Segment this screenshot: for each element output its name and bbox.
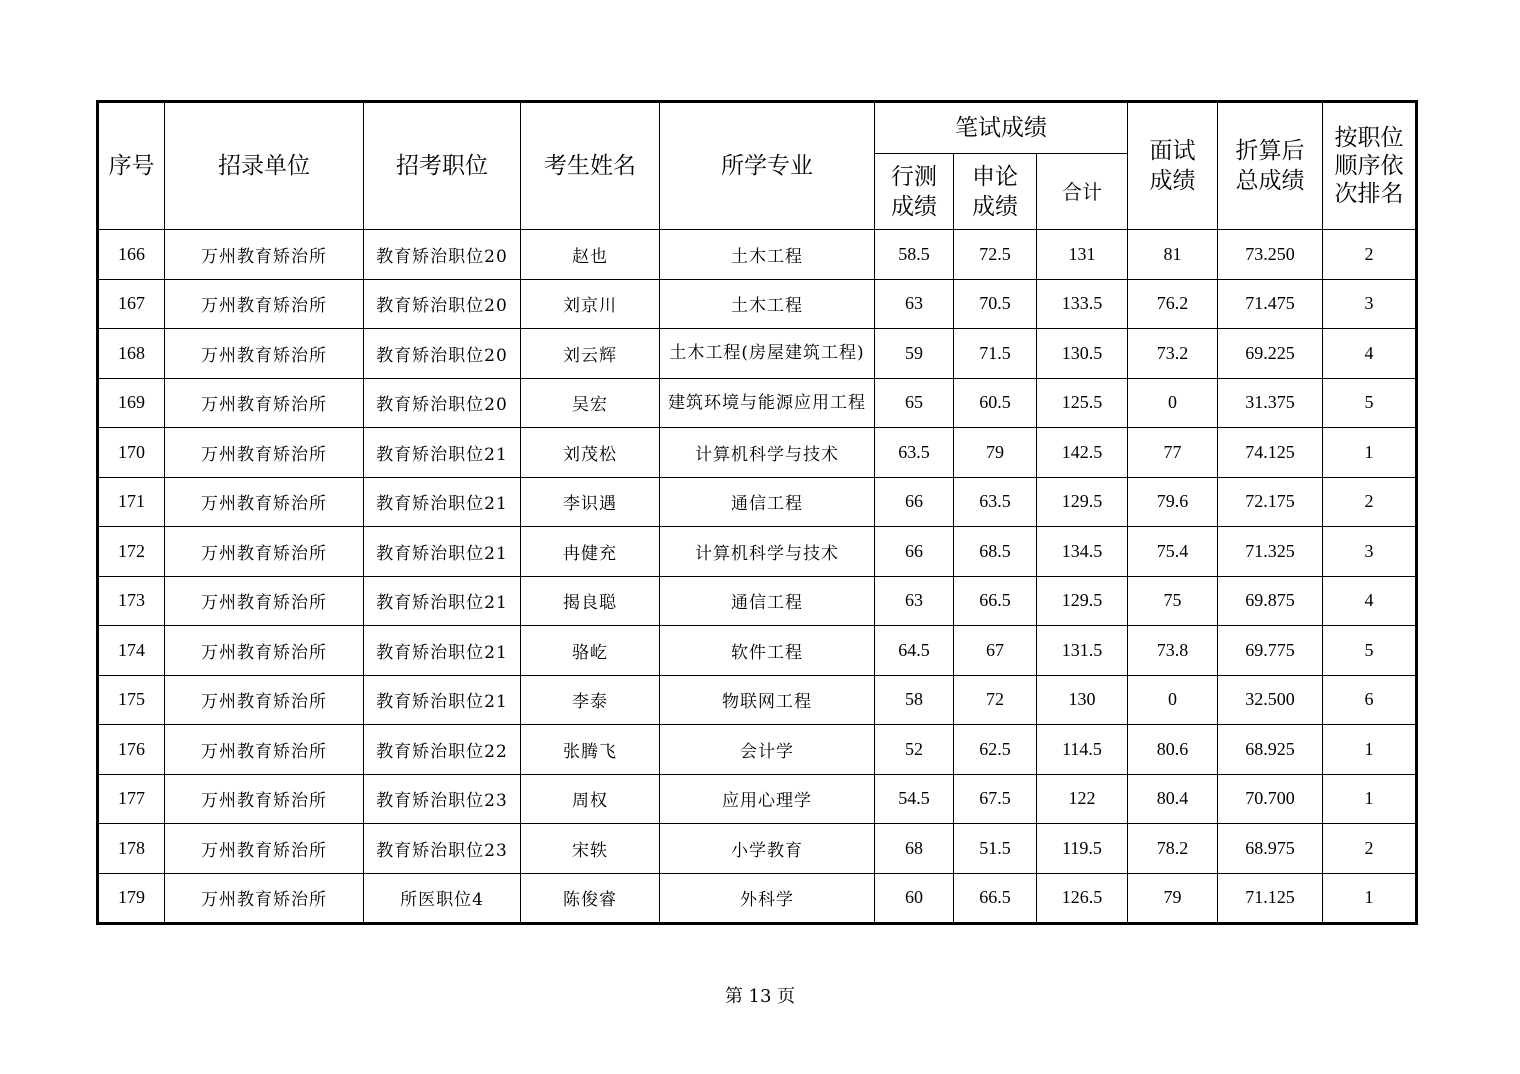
cell-rank: 4	[1323, 329, 1417, 379]
cell-rank: 1	[1323, 428, 1417, 478]
cell-index: 169	[98, 378, 165, 428]
cell-interview: 79.6	[1128, 477, 1218, 527]
header-rank-text: 按职位 顺序依 次排名	[1334, 125, 1404, 207]
cell-position: 教育矫治职位20	[364, 329, 521, 379]
cell-final-score: 31.375	[1218, 378, 1323, 428]
cell-rank: 1	[1323, 873, 1417, 924]
cell-unit: 万州教育矫治所	[165, 378, 364, 428]
table-row	[98, 378, 1417, 428]
cell-written-total: 131.5	[1037, 626, 1128, 676]
cell-written-total: 114.5	[1037, 725, 1128, 775]
table-row	[98, 279, 1417, 329]
cell-final-score: 71.475	[1218, 279, 1323, 329]
cell-aptitude: 59	[875, 329, 954, 379]
cell-essay: 62.5	[954, 725, 1037, 775]
cell-written-total: 142.5	[1037, 428, 1128, 478]
cell-written-total: 126.5	[1037, 873, 1128, 924]
page-number: 第 13 页	[724, 986, 796, 1007]
cell-aptitude: 60	[875, 873, 954, 924]
cell-major: 通信工程	[660, 477, 875, 527]
header-rank	[1323, 102, 1417, 230]
cell-final-score: 68.925	[1218, 725, 1323, 775]
cell-final-score: 73.250	[1218, 230, 1323, 280]
cell-essay: 60.5	[954, 378, 1037, 428]
cell-index: 172	[98, 527, 165, 577]
cell-written-total: 129.5	[1037, 576, 1128, 626]
cell-major: 通信工程	[660, 576, 875, 626]
table-row	[98, 725, 1417, 775]
score-table	[96, 100, 1418, 925]
cell-index: 179	[98, 873, 165, 924]
cell-rank: 5	[1323, 626, 1417, 676]
cell-interview: 73.8	[1128, 626, 1218, 676]
cell-major: 物联网工程	[660, 675, 875, 725]
cell-essay: 66.5	[954, 873, 1037, 924]
cell-major: 软件工程	[660, 626, 875, 676]
cell-written-total: 125.5	[1037, 378, 1128, 428]
table-row	[98, 527, 1417, 577]
cell-aptitude: 58.5	[875, 230, 954, 280]
cell-essay: 68.5	[954, 527, 1037, 577]
cell-written-total: 119.5	[1037, 824, 1128, 874]
table-row	[98, 428, 1417, 478]
cell-position: 教育矫治职位21	[364, 576, 521, 626]
cell-index: 178	[98, 824, 165, 874]
cell-position: 教育矫治职位20	[364, 230, 521, 280]
cell-name: 陈俊睿	[521, 873, 660, 924]
cell-aptitude: 63	[875, 576, 954, 626]
cell-interview: 78.2	[1128, 824, 1218, 874]
cell-name: 李识遇	[521, 477, 660, 527]
cell-index: 168	[98, 329, 165, 379]
cell-major: 土木工程(房屋建筑工程)	[660, 329, 875, 379]
cell-final-score: 72.175	[1218, 477, 1323, 527]
header-aptitude-text: 行测 成绩	[891, 163, 937, 220]
cell-final-score: 71.125	[1218, 873, 1323, 924]
table-row	[98, 675, 1417, 725]
header-aptitude	[875, 154, 954, 230]
cell-written-total: 131	[1037, 230, 1128, 280]
cell-rank: 5	[1323, 378, 1417, 428]
cell-unit: 万州教育矫治所	[165, 527, 364, 577]
cell-name: 刘云辉	[521, 329, 660, 379]
cell-position: 教育矫治职位23	[364, 824, 521, 874]
header-unit: 招录单位	[165, 102, 364, 230]
table-row	[98, 230, 1417, 280]
cell-rank: 1	[1323, 774, 1417, 824]
cell-unit: 万州教育矫治所	[165, 626, 364, 676]
cell-interview: 80.4	[1128, 774, 1218, 824]
table-body	[98, 230, 1417, 924]
cell-unit: 万州教育矫治所	[165, 230, 364, 280]
cell-rank: 6	[1323, 675, 1417, 725]
cell-final-score: 32.500	[1218, 675, 1323, 725]
cell-name: 宋轶	[521, 824, 660, 874]
cell-interview: 73.2	[1128, 329, 1218, 379]
cell-name: 周权	[521, 774, 660, 824]
cell-index: 177	[98, 774, 165, 824]
cell-essay: 72	[954, 675, 1037, 725]
cell-unit: 万州教育矫治所	[165, 428, 364, 478]
cell-aptitude: 63	[875, 279, 954, 329]
cell-rank: 2	[1323, 824, 1417, 874]
header-interview	[1128, 102, 1218, 230]
cell-position: 教育矫治职位20	[364, 279, 521, 329]
table-row	[98, 824, 1417, 874]
cell-unit: 万州教育矫治所	[165, 329, 364, 379]
cell-aptitude: 64.5	[875, 626, 954, 676]
cell-final-score: 69.875	[1218, 576, 1323, 626]
cell-name: 吴宏	[521, 378, 660, 428]
cell-unit: 万州教育矫治所	[165, 873, 364, 924]
cell-aptitude: 68	[875, 824, 954, 874]
cell-position: 教育矫治职位23	[364, 774, 521, 824]
cell-index: 174	[98, 626, 165, 676]
cell-final-score: 68.975	[1218, 824, 1323, 874]
cell-name: 李泰	[521, 675, 660, 725]
header-major: 所学专业	[660, 102, 875, 230]
header-written-group: 笔试成绩	[875, 102, 1128, 154]
cell-unit: 万州教育矫治所	[165, 675, 364, 725]
header-essay	[954, 154, 1037, 230]
cell-index: 167	[98, 279, 165, 329]
cell-rank: 2	[1323, 230, 1417, 280]
cell-position: 教育矫治职位22	[364, 725, 521, 775]
table-row	[98, 873, 1417, 924]
cell-aptitude: 65	[875, 378, 954, 428]
cell-major: 计算机科学与技术	[660, 428, 875, 478]
cell-index: 171	[98, 477, 165, 527]
cell-interview: 76.2	[1128, 279, 1218, 329]
cell-position: 教育矫治职位21	[364, 626, 521, 676]
cell-rank: 3	[1323, 279, 1417, 329]
cell-interview: 0	[1128, 378, 1218, 428]
cell-essay: 67	[954, 626, 1037, 676]
cell-interview: 0	[1128, 675, 1218, 725]
cell-final-score: 69.775	[1218, 626, 1323, 676]
cell-interview: 75	[1128, 576, 1218, 626]
cell-essay: 79	[954, 428, 1037, 478]
cell-aptitude: 66	[875, 527, 954, 577]
table-header	[98, 102, 1417, 230]
cell-written-total: 130.5	[1037, 329, 1128, 379]
cell-written-total: 122	[1037, 774, 1128, 824]
cell-final-score: 70.700	[1218, 774, 1323, 824]
header-final-score	[1218, 102, 1323, 230]
cell-unit: 万州教育矫治所	[165, 774, 364, 824]
cell-final-score: 74.125	[1218, 428, 1323, 478]
cell-major: 计算机科学与技术	[660, 527, 875, 577]
cell-rank: 4	[1323, 576, 1417, 626]
cell-aptitude: 52	[875, 725, 954, 775]
cell-interview: 81	[1128, 230, 1218, 280]
header-position: 招考职位	[364, 102, 521, 230]
cell-name: 张腾飞	[521, 725, 660, 775]
cell-essay: 72.5	[954, 230, 1037, 280]
cell-position: 教育矫治职位20	[364, 378, 521, 428]
table-row	[98, 329, 1417, 379]
cell-name: 赵也	[521, 230, 660, 280]
cell-index: 176	[98, 725, 165, 775]
cell-name: 冉健充	[521, 527, 660, 577]
cell-position: 教育矫治职位21	[364, 675, 521, 725]
cell-aptitude: 54.5	[875, 774, 954, 824]
header-interview-text: 面试 成绩	[1149, 138, 1196, 194]
cell-aptitude: 58	[875, 675, 954, 725]
cell-name: 揭良聪	[521, 576, 660, 626]
cell-rank: 1	[1323, 725, 1417, 775]
cell-rank: 2	[1323, 477, 1417, 527]
cell-major: 小学教育	[660, 824, 875, 874]
header-written-total: 合计	[1037, 154, 1128, 230]
cell-final-score: 69.225	[1218, 329, 1323, 379]
cell-essay: 71.5	[954, 329, 1037, 379]
cell-unit: 万州教育矫治所	[165, 824, 364, 874]
cell-essay: 63.5	[954, 477, 1037, 527]
cell-index: 166	[98, 230, 165, 280]
table-row	[98, 774, 1417, 824]
cell-major: 土木工程	[660, 279, 875, 329]
cell-essay: 67.5	[954, 774, 1037, 824]
table-row	[98, 626, 1417, 676]
cell-unit: 万州教育矫治所	[165, 477, 364, 527]
cell-index: 170	[98, 428, 165, 478]
cell-essay: 70.5	[954, 279, 1037, 329]
cell-position: 教育矫治职位21	[364, 527, 521, 577]
cell-interview: 79	[1128, 873, 1218, 924]
cell-name: 刘京川	[521, 279, 660, 329]
cell-final-score: 71.325	[1218, 527, 1323, 577]
cell-name: 刘茂松	[521, 428, 660, 478]
cell-major: 应用心理学	[660, 774, 875, 824]
cell-aptitude: 63.5	[875, 428, 954, 478]
cell-aptitude: 66	[875, 477, 954, 527]
cell-interview: 80.6	[1128, 725, 1218, 775]
cell-major: 土木工程	[660, 230, 875, 280]
cell-written-total: 133.5	[1037, 279, 1128, 329]
header-essay-text: 申论 成绩	[972, 163, 1018, 220]
table-row	[98, 576, 1417, 626]
header-name: 考生姓名	[521, 102, 660, 230]
header-index: 序号	[98, 102, 165, 230]
cell-rank: 3	[1323, 527, 1417, 577]
cell-unit: 万州教育矫治所	[165, 279, 364, 329]
cell-written-total: 130	[1037, 675, 1128, 725]
cell-interview: 77	[1128, 428, 1218, 478]
cell-written-total: 129.5	[1037, 477, 1128, 527]
cell-interview: 75.4	[1128, 527, 1218, 577]
cell-position: 教育矫治职位21	[364, 428, 521, 478]
cell-major: 外科学	[660, 873, 875, 924]
cell-unit: 万州教育矫治所	[165, 725, 364, 775]
cell-essay: 51.5	[954, 824, 1037, 874]
cell-name: 骆屹	[521, 626, 660, 676]
table-row	[98, 477, 1417, 527]
cell-essay: 66.5	[954, 576, 1037, 626]
cell-position: 所医职位4	[364, 873, 521, 924]
cell-unit: 万州教育矫治所	[165, 576, 364, 626]
header-final-score-text: 折算后 总成绩	[1235, 138, 1305, 194]
cell-written-total: 134.5	[1037, 527, 1128, 577]
cell-index: 173	[98, 576, 165, 626]
cell-major: 会计学	[660, 725, 875, 775]
cell-major: 建筑环境与能源应用工程	[660, 378, 875, 428]
cell-index: 175	[98, 675, 165, 725]
cell-position: 教育矫治职位21	[364, 477, 521, 527]
